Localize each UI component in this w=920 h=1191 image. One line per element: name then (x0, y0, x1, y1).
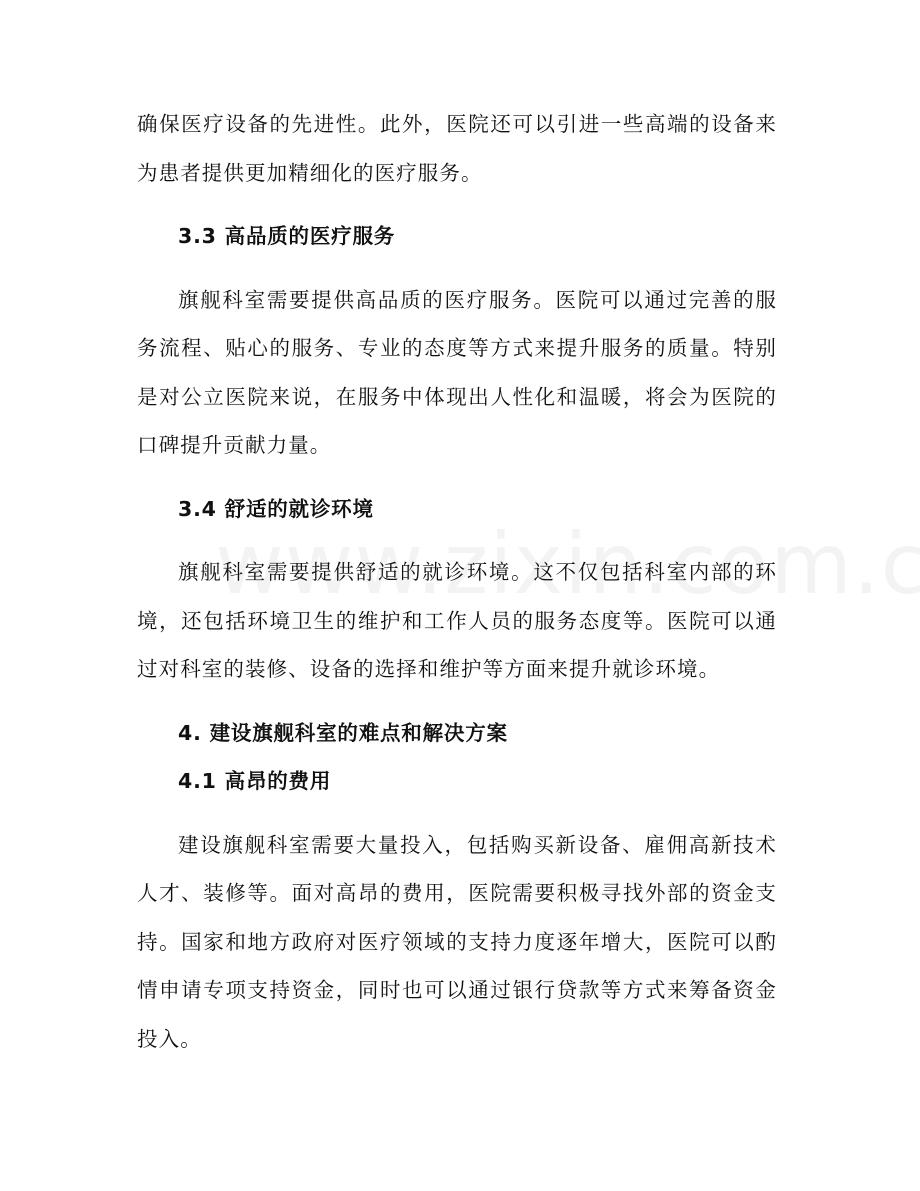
paragraph-device-advancement: 确保医疗设备的先进性。此外，医院还可以引进一些高端的设备来为患者提供更加精细化的医疗服务。 (137, 112, 777, 185)
paragraph-quality-service: 旗舰科室需要提供高品质的医疗服务。医院可以通过完善的服务流程、贴心的服务、专业的态度等方式来提升服务的质量。特别是对公立医院来说，在服务中体现出人性化和温暖，将会为医院的口碑提升贡献力量。 (137, 287, 777, 457)
section-heading-3-4: 3.4 舒适的就诊环境 (178, 496, 374, 521)
section-heading-3-3: 3.3 高品质的医疗服务 (178, 224, 396, 248)
section-heading-4-1: 4.1 高昂的费用 (178, 769, 332, 793)
paragraph-high-cost: 建设旗舰科室需要大量投入，包括购买新设备、雇佣高新技术人才、装修等。面对高昂的费用，医院需要积极寻找外部的资金支持。国家和地方政府对医疗领域的支持力度逐年增大，医院可以酌情申请专项支持资金，同时也可以通过银行贷款等方式来筹备资金投入。 (137, 832, 777, 1051)
section-heading-4: 4. 建设旗舰科室的难点和解决方案 (178, 720, 508, 745)
document-body (137, 100, 777, 1063)
paragraph-comfortable-environment: 旗舰科室需要提供舒适的就诊环境。这不仅包括科室内部的环境，还包括环境卫生的维护和工作人员的服务态度等。医院可以通过对科室的装修、设备的选择和维护等方面来提升就诊环境。 (137, 560, 777, 681)
